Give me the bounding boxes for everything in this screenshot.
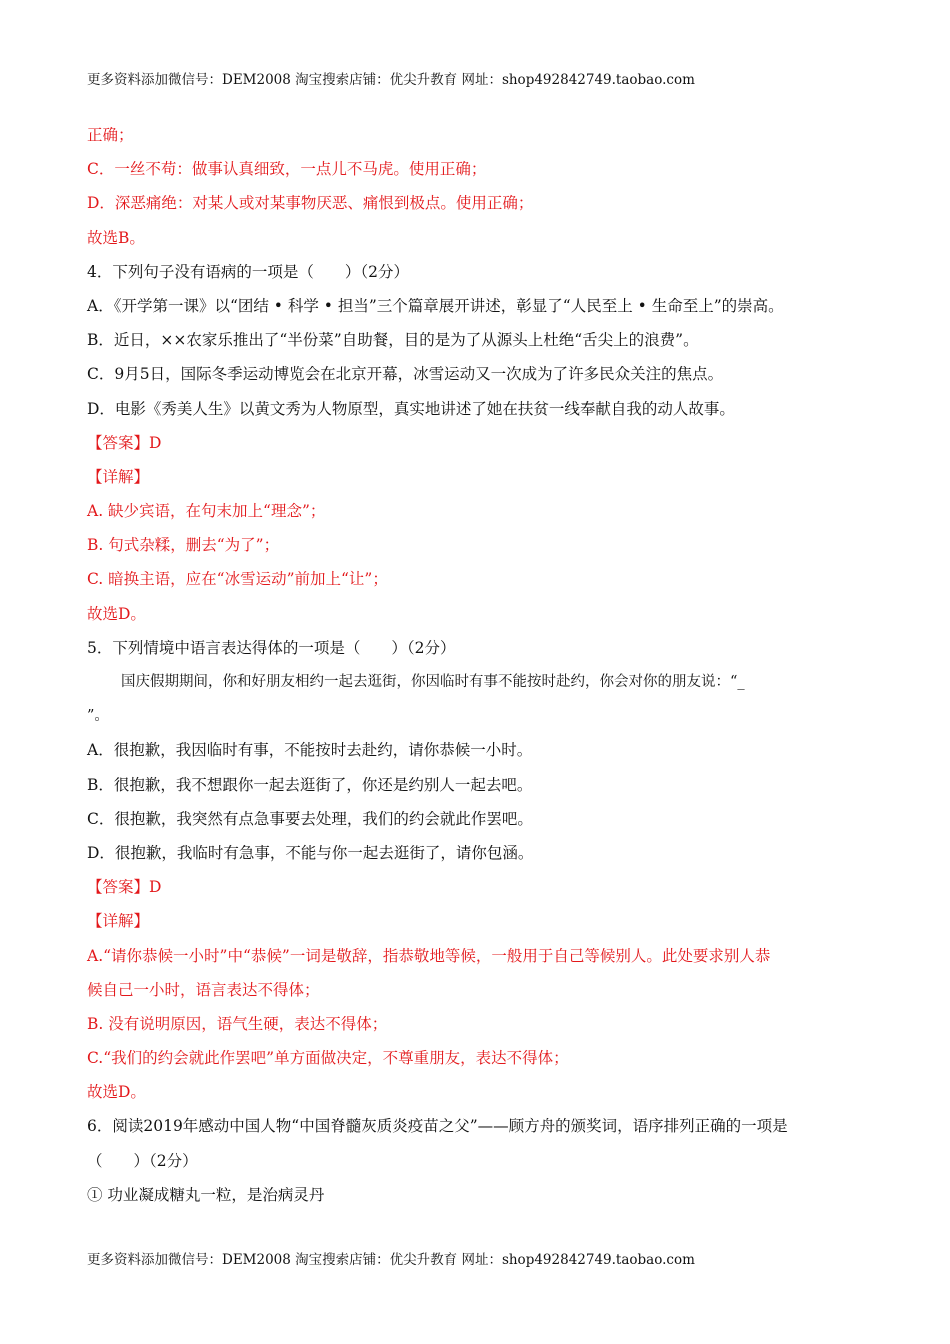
q4-option-a: A．《开学第一课》以“团结 • 科学 • 担当”三个篇章展开讲述，彰显了“人民至上 • 生命至上”的崇高。 [87, 296, 784, 315]
q4-answer: 【答案】D [87, 433, 162, 452]
page-footer: 更多资料添加微信号：DEM2008 淘宝搜索店铺：优尖升教育 网址：shop492842749.taobao.com [87, 1252, 695, 1268]
q4-option-c: C．9月5日，国际冬季运动博览会在北京开幕，冰雪运动又一次成为了许多民众关注的焦点。 [87, 365, 724, 384]
prev-explanation-tail: 正确； [87, 126, 134, 144]
q5-explanation-a-line1: A.“请你恭候一小时”中“恭候”一词是敬辞，指恭敬地等候，一般用于自己等候别人。此处要求别人恭 [87, 946, 771, 965]
prev-explanation-d: D．深恶痛绝：对某人或对某事物厌恶、痛恨到极点。使用正确； [87, 194, 534, 213]
q5-option-b: B．很抱歉，我不想跟你一起去逛街了，你还是约别人一起去吧。 [87, 775, 533, 794]
q5-explanation-a-line2: 候自己一小时，语言表达不得体； [87, 980, 320, 999]
q6-stem-continued [87, 1144, 877, 1178]
q5-scenario: 国庆假期期间，你和好朋友相约一起去逛街，你因临时有事不能按时赴约，你会对你的朋友说：“_ [121, 674, 745, 690]
q4-option-b: B．近日，××农家乐推出了“半份菜”自助餐，目的是为了从源头上杜绝“舌尖上的浪费”。 [87, 331, 699, 350]
q6-stem: 6．阅读2019年感动中国人物“中国脊髓灰质炎疫苗之父”——顾方舟的颁奖词，语序排列正确的一项是 [87, 1117, 788, 1136]
q4-explanation-b: B. 句式杂糅，删去“为了”； [87, 536, 280, 555]
q4-option-d: D．电影《秀美人生》以黄文秀为人物原型，真实地讲述了她在扶贫一线奉献自我的动人故事。 [87, 399, 735, 418]
page-header: 更多资料添加微信号：DEM2008 淘宝搜索店铺：优尖升教育 网址：shop492842749.taobao.com [87, 72, 695, 88]
q6-score: （2分） [149, 1151, 198, 1170]
q4-explanation-a: A. 缺少宾语，在句末加上“理念”； [87, 502, 326, 521]
q6-item-1: ① 功业凝成糖丸一粒，是治病灵丹 [87, 1185, 325, 1204]
q5-scenario-end: ”。 [87, 708, 109, 725]
q5-conclusion: 故选D。 [87, 1083, 146, 1102]
q4-detail-label: 【详解】 [87, 467, 150, 486]
q5-explanation-b: B. 没有说明原因，语气生硬，表达不得体； [87, 1014, 388, 1033]
q4-conclusion: 故选D。 [87, 604, 146, 623]
q4-stem: 4．下列句子没有语病的一项是（ ）（2分） [87, 262, 409, 281]
q5-option-c: C．很抱歉，我突然有点急事要去处理，我们的约会就此作罢吧。 [87, 809, 533, 828]
q5-explanation-c: C.“我们的约会就此作罢吧”单方面做决定，不尊重朋友，表达不得体； [87, 1049, 569, 1068]
q5-option-a: A．很抱歉，我因临时有事，不能按时去赴约，请你恭候一小时。 [87, 741, 533, 760]
q4-explanation-c: C. 暗换主语，应在“冰雪运动”前加上“让”； [87, 570, 388, 589]
prev-conclusion: 故选B。 [87, 228, 145, 247]
q5-option-d: D．很抱歉，我临时有急事，不能与你一起去逛街了，请你包涵。 [87, 843, 534, 862]
q5-stem: 5．下列情境中语言表达得体的一项是（ ）（2分） [87, 638, 456, 657]
prev-explanation-c: C．一丝不苟：做事认真细致，一点儿不马虎。使用正确； [87, 160, 487, 179]
q5-detail-label: 【详解】 [87, 912, 150, 931]
q5-answer: 【答案】D [87, 878, 162, 897]
document-body [87, 118, 877, 1212]
q6-answer-paren: （ ） [87, 1151, 150, 1170]
